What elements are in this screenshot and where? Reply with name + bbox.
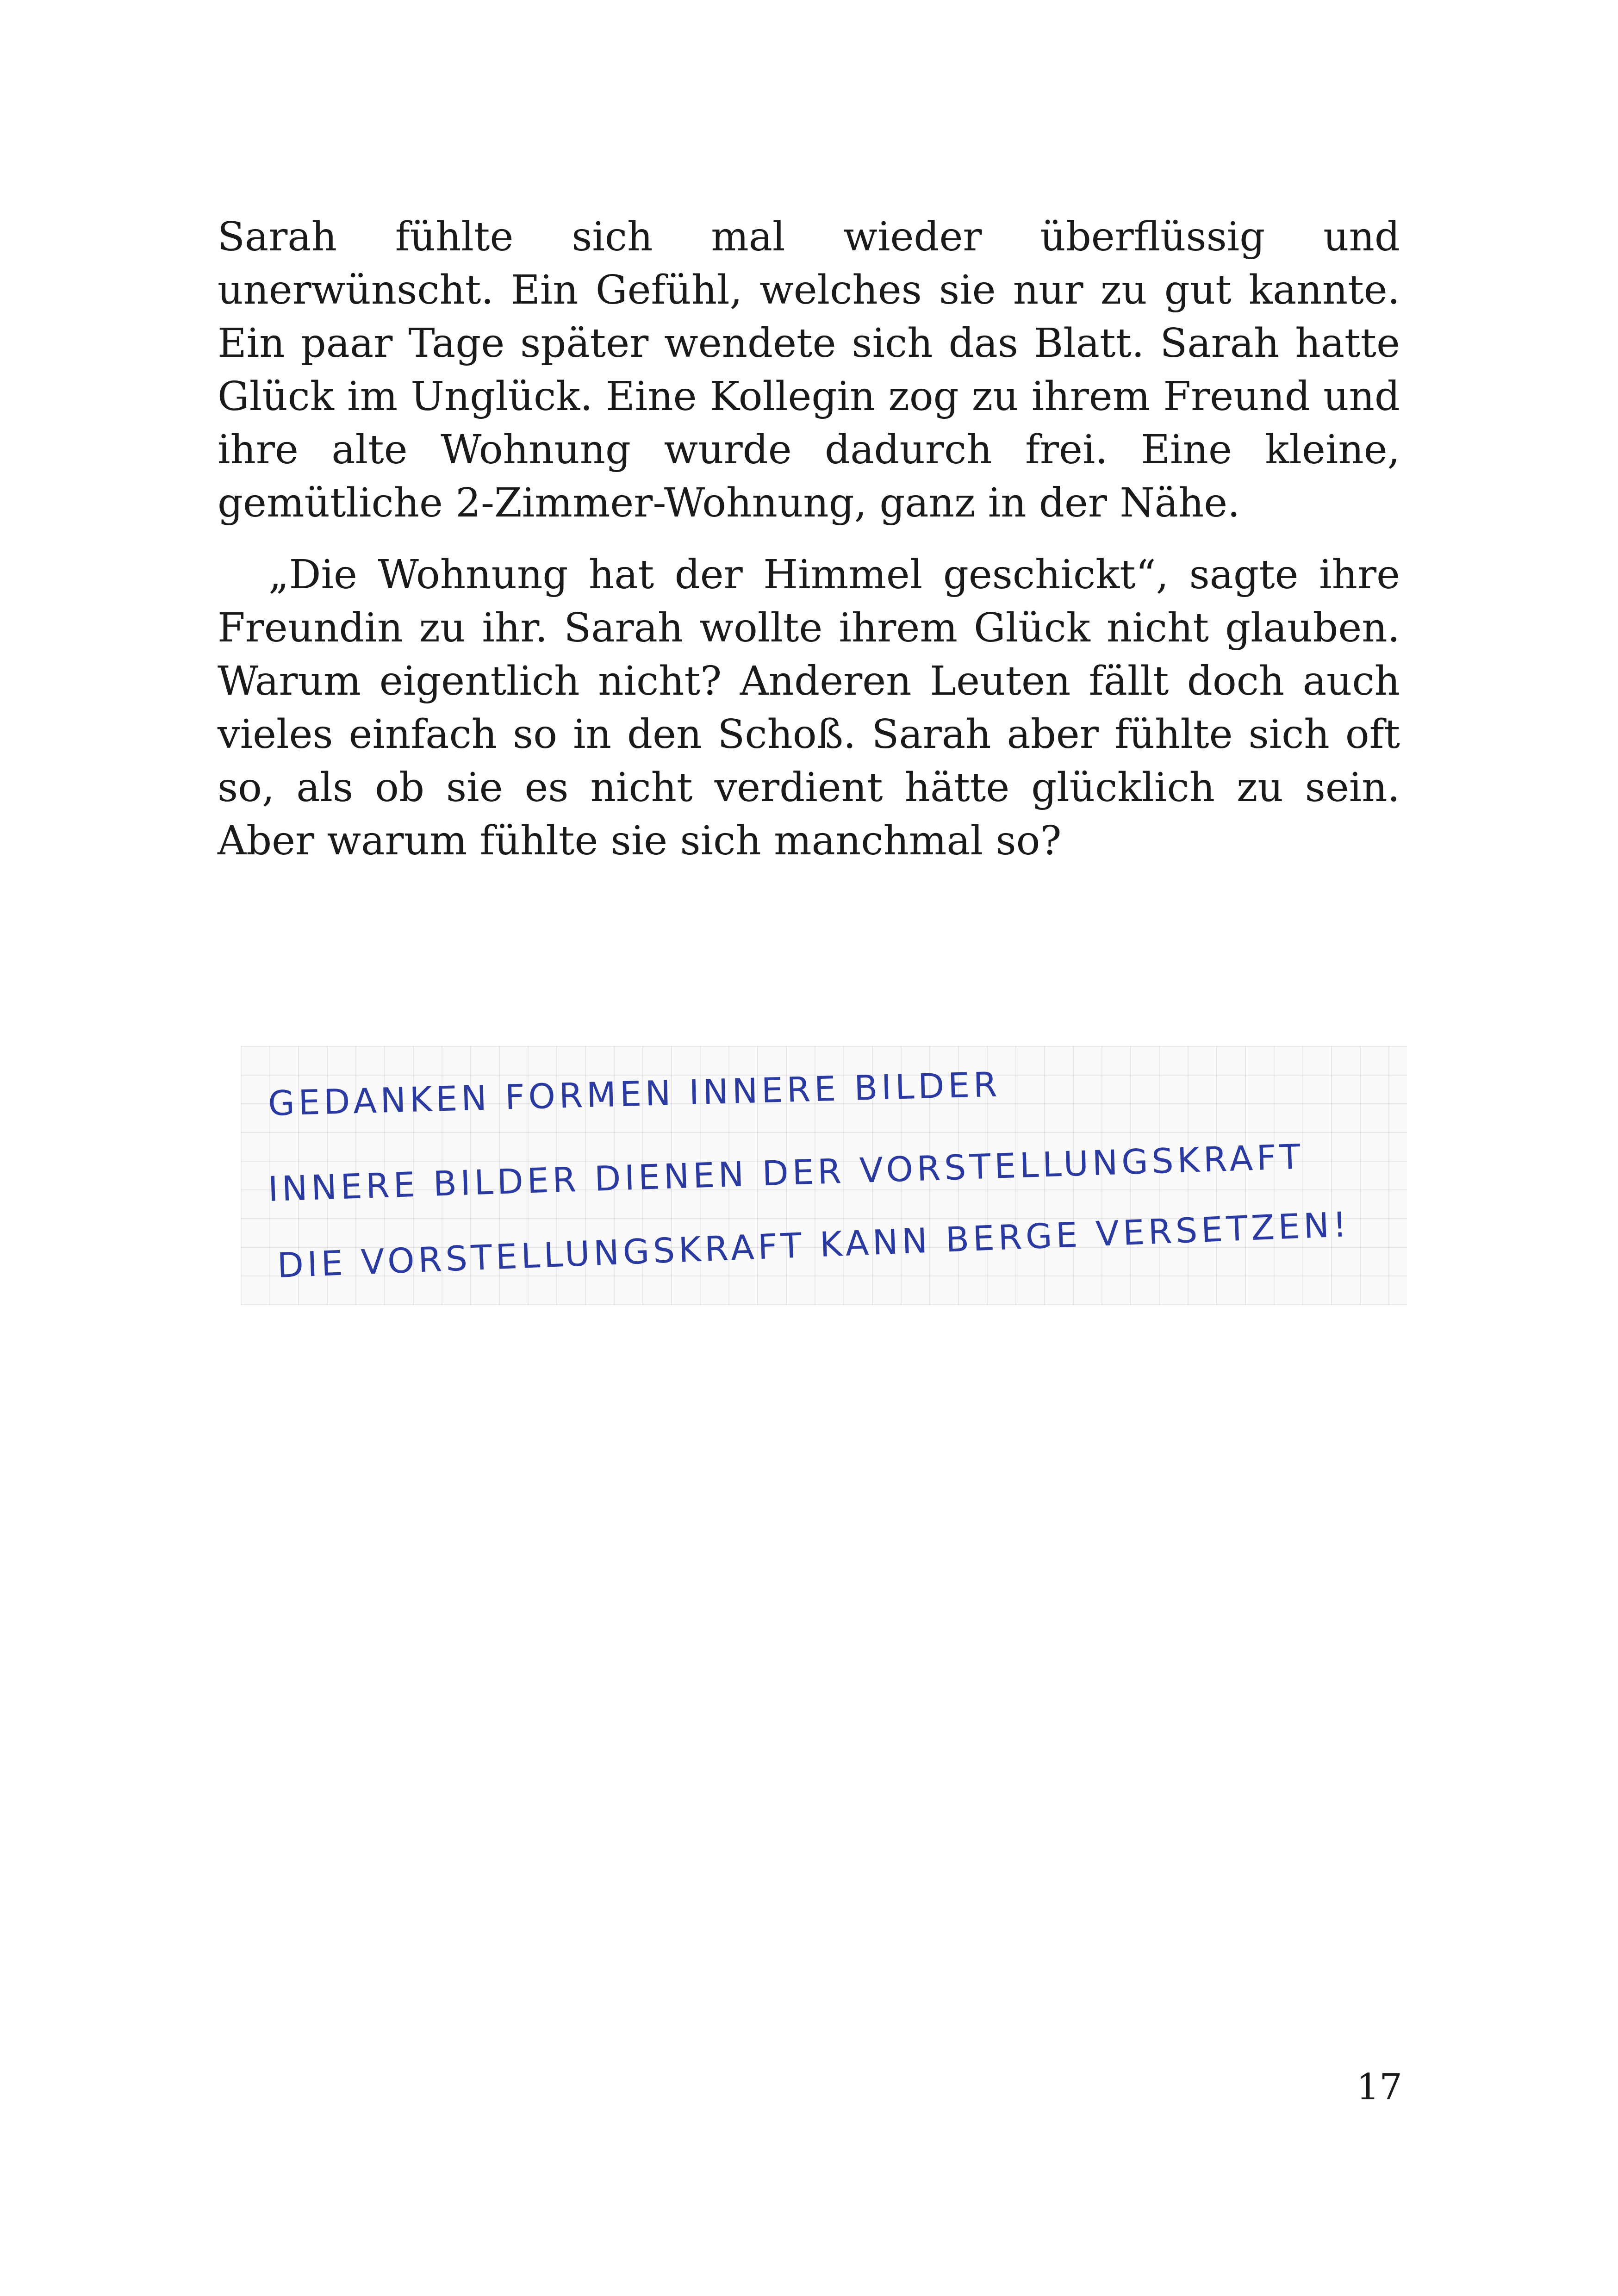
handwritten-line-1: GEDANKEN FORMEN INNERE BILDER: [268, 1064, 1002, 1124]
handwritten-note: [241, 1046, 1407, 1305]
paragraph-1: Sarah fühlte sich mal wieder überflüssig und unerwünscht. Ein Gefühl, welches sie nur zu gut kannte. Ein paar Tage später wendete sich das Blatt. Sarah hatte Glück im Unglück. Eine Kollegin zog zu ihrem Freund und ihre alte Wohnung wurde dadurch frei. Eine kleine, gemütliche 2-Zimmer-Wohnung, ganz in der Nähe.: [218, 214, 1400, 526]
page-number: 17: [1356, 2066, 1402, 2108]
handwritten-line-3: DIE VORSTELLUNGSKRAFT KANN BERGE VERSETZEN!: [276, 1204, 1351, 1286]
handwritten-note-svg: [241, 1046, 1407, 1305]
handwritten-line-2: INNERE BILDER DIENEN DER VORSTELLUNGSKRAFT: [267, 1137, 1305, 1209]
body-text: [218, 211, 1400, 868]
paragraph-2: „Die Wohnung hat der Himmel geschickt“, sagte ihre Freundin zu ihr. Sarah wollte ihrem Glück nicht glauben. Warum eigentlich nicht? Anderen Leuten fällt doch auch vieles einfach so in den Schoß. Sarah aber fühlte sich oft so, als ob sie es nicht verdient hätte glücklich zu sein. Aber warum fühlte sie sich manchmal so?: [218, 552, 1400, 864]
